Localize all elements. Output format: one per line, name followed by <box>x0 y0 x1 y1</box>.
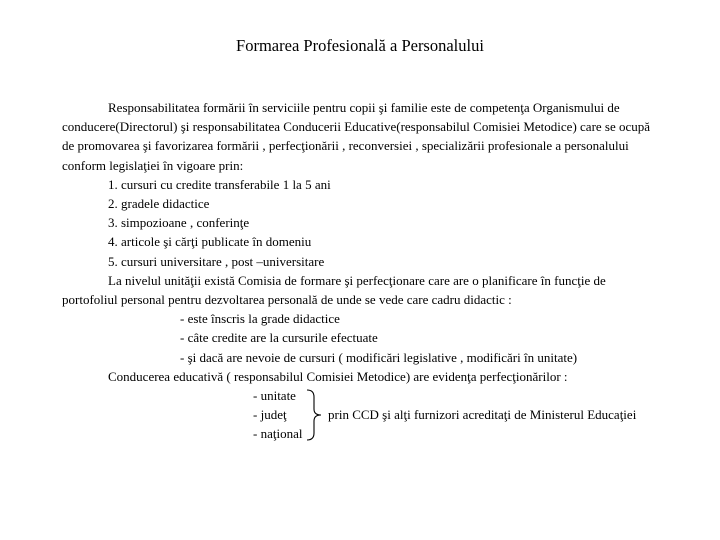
level-item: - judeţ <box>253 407 287 423</box>
dash-item: - şi dacă are nevoie de cursuri ( modificări legislative , modificări în unitate) <box>180 349 578 365</box>
intro-paragraph: Responsabilitatea formării în serviciile pentru copii şi familie este de competenţa Organismului de conducere(Directorul) şi responsabilitatea Conducerii Educative(responsabilul Comisiei Metodice) care se ocupă de promovarea şi favorizarea formării , perfecţionării , reconversiei , specializării profesionale a personalului conform legislaţiei în vigoare prin: <box>62 100 651 173</box>
slide-body <box>62 98 662 444</box>
evidence-line: Conducerea educativă ( responsabilul Comisiei Metodice) are evidenţa perfecţionărilor : <box>108 368 568 384</box>
numbered-item: 1. cursuri cu credite transferabile 1 la 5 ani <box>108 176 331 192</box>
levels-group <box>62 386 662 444</box>
dash-item: - câte credite are la cursurile efectuate <box>180 330 378 346</box>
numbered-item: 2. gradele didactice <box>108 196 210 212</box>
numbered-item: 5. cursuri universitare , post –universitare <box>108 253 325 269</box>
level-item: - naţional <box>253 426 303 442</box>
slide-title: Formarea Profesională a Personalului <box>236 36 484 55</box>
dash-item: - este înscris la grade didactice <box>180 311 340 327</box>
curly-brace-icon <box>304 389 324 441</box>
level-item: - unitate <box>253 388 296 404</box>
numbered-item: 4. articole şi cărţi publicate în domeniu <box>108 234 312 250</box>
levels-note: prin CCD şi alţi furnizori acreditaţi de Ministerul Educaţiei <box>328 407 637 423</box>
numbered-item: 3. simpozioane , conferinţe <box>108 215 250 231</box>
commission-paragraph: La nivelul unităţii există Comisia de formare şi perfecţionare care are o planificare în funcţie de portofoliul personal pentru dezvoltarea personală de unde se vede care cadru didactic : <box>62 272 606 308</box>
